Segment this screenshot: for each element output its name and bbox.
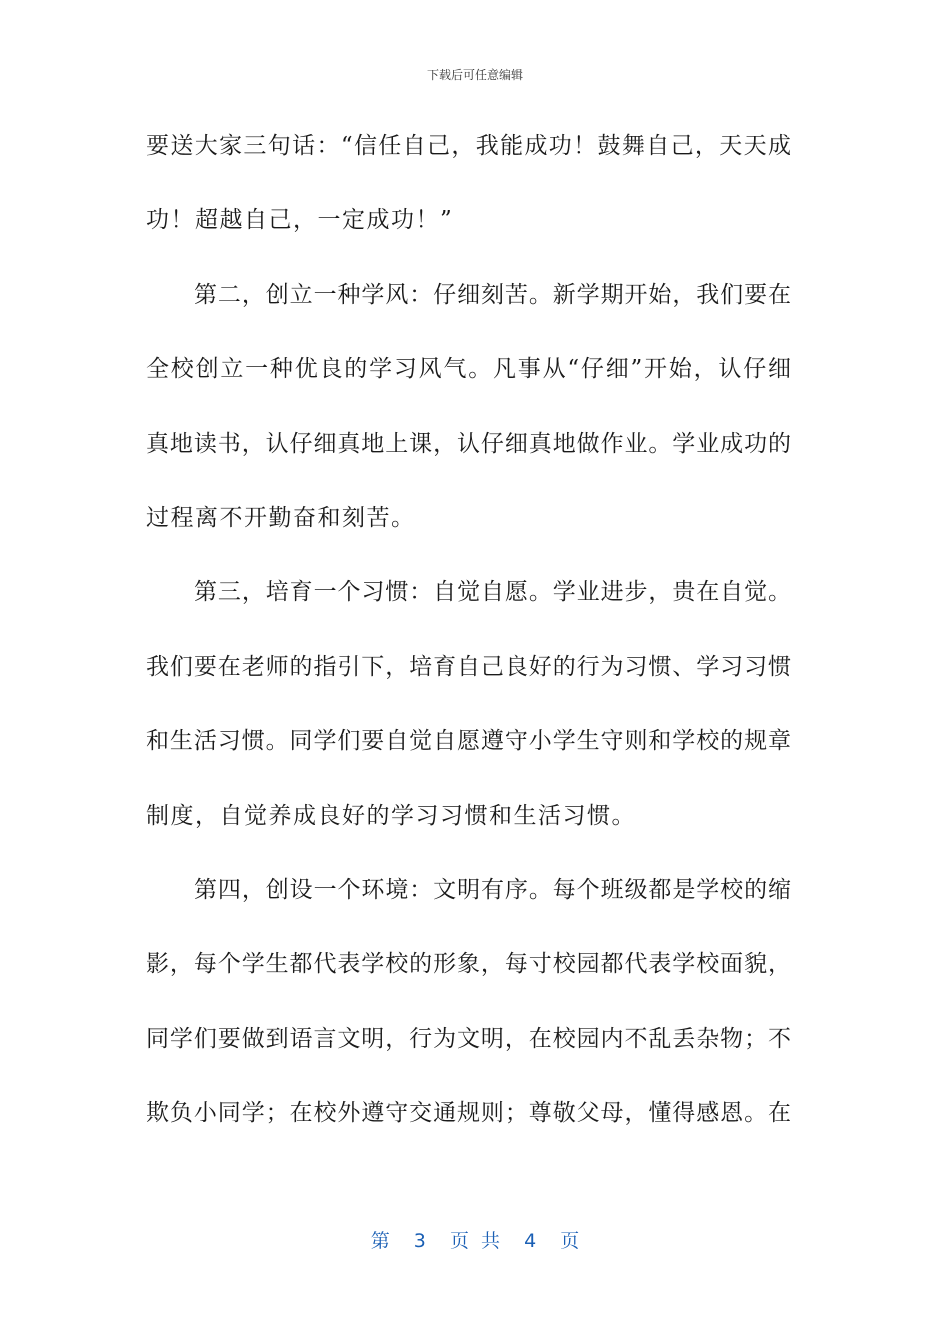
text-line: 影，每个学生都代表学校的形象，每寸校园都代表学校面貌，	[146, 951, 791, 978]
text-line: 和生活习惯。同学们要自觉自愿遵守小学生守则和学校的规章	[146, 728, 791, 755]
paragraph-start-line: 第二，创立一种学风：仔细刻苦。新学期开始，我们要在	[194, 281, 791, 308]
page-footer	[0, 1226, 950, 1253]
text-line: 要送大家三句话：“信任自己，我能成功！鼓舞自己，天天成	[146, 133, 791, 159]
page-number-label: 第 3 页 共 4 页	[370, 1230, 580, 1252]
document-body	[146, 122, 791, 1163]
paragraph-start-line: 第三，培育一个习惯：自觉自愿。学业进步，贵在自觉。	[194, 579, 791, 606]
text-line: 功！超越自己，一定成功！”	[146, 207, 454, 234]
text-line: 真地读书，认仔细真地上课，认仔细真地做作业。学业成功的	[146, 430, 791, 457]
text-line: 同学们要做到语言文明，行为文明，在校园内不乱丢杂物；不	[146, 1025, 791, 1052]
text-line: 过程离不开勤奋和刻苦。	[146, 504, 416, 531]
text-line: 欺负小同学；在校外遵守交通规则；尊敬父母，懂得感恩。在	[146, 1100, 791, 1127]
page-header-note: 下载后可任意编辑	[426, 68, 523, 82]
paragraph-start-line: 第四，创设一个环境：文明有序。每个班级都是学校的缩	[194, 876, 791, 903]
text-line: 制度，自觉养成良好的学习习惯和生活习惯。	[146, 802, 636, 829]
text-line: 我们要在老师的指引下，培育自己良好的行为习惯、学习习惯	[146, 653, 791, 680]
text-line: 全校创立一种优良的学习风气。凡事从“仔细”开始，认仔细	[146, 356, 791, 383]
